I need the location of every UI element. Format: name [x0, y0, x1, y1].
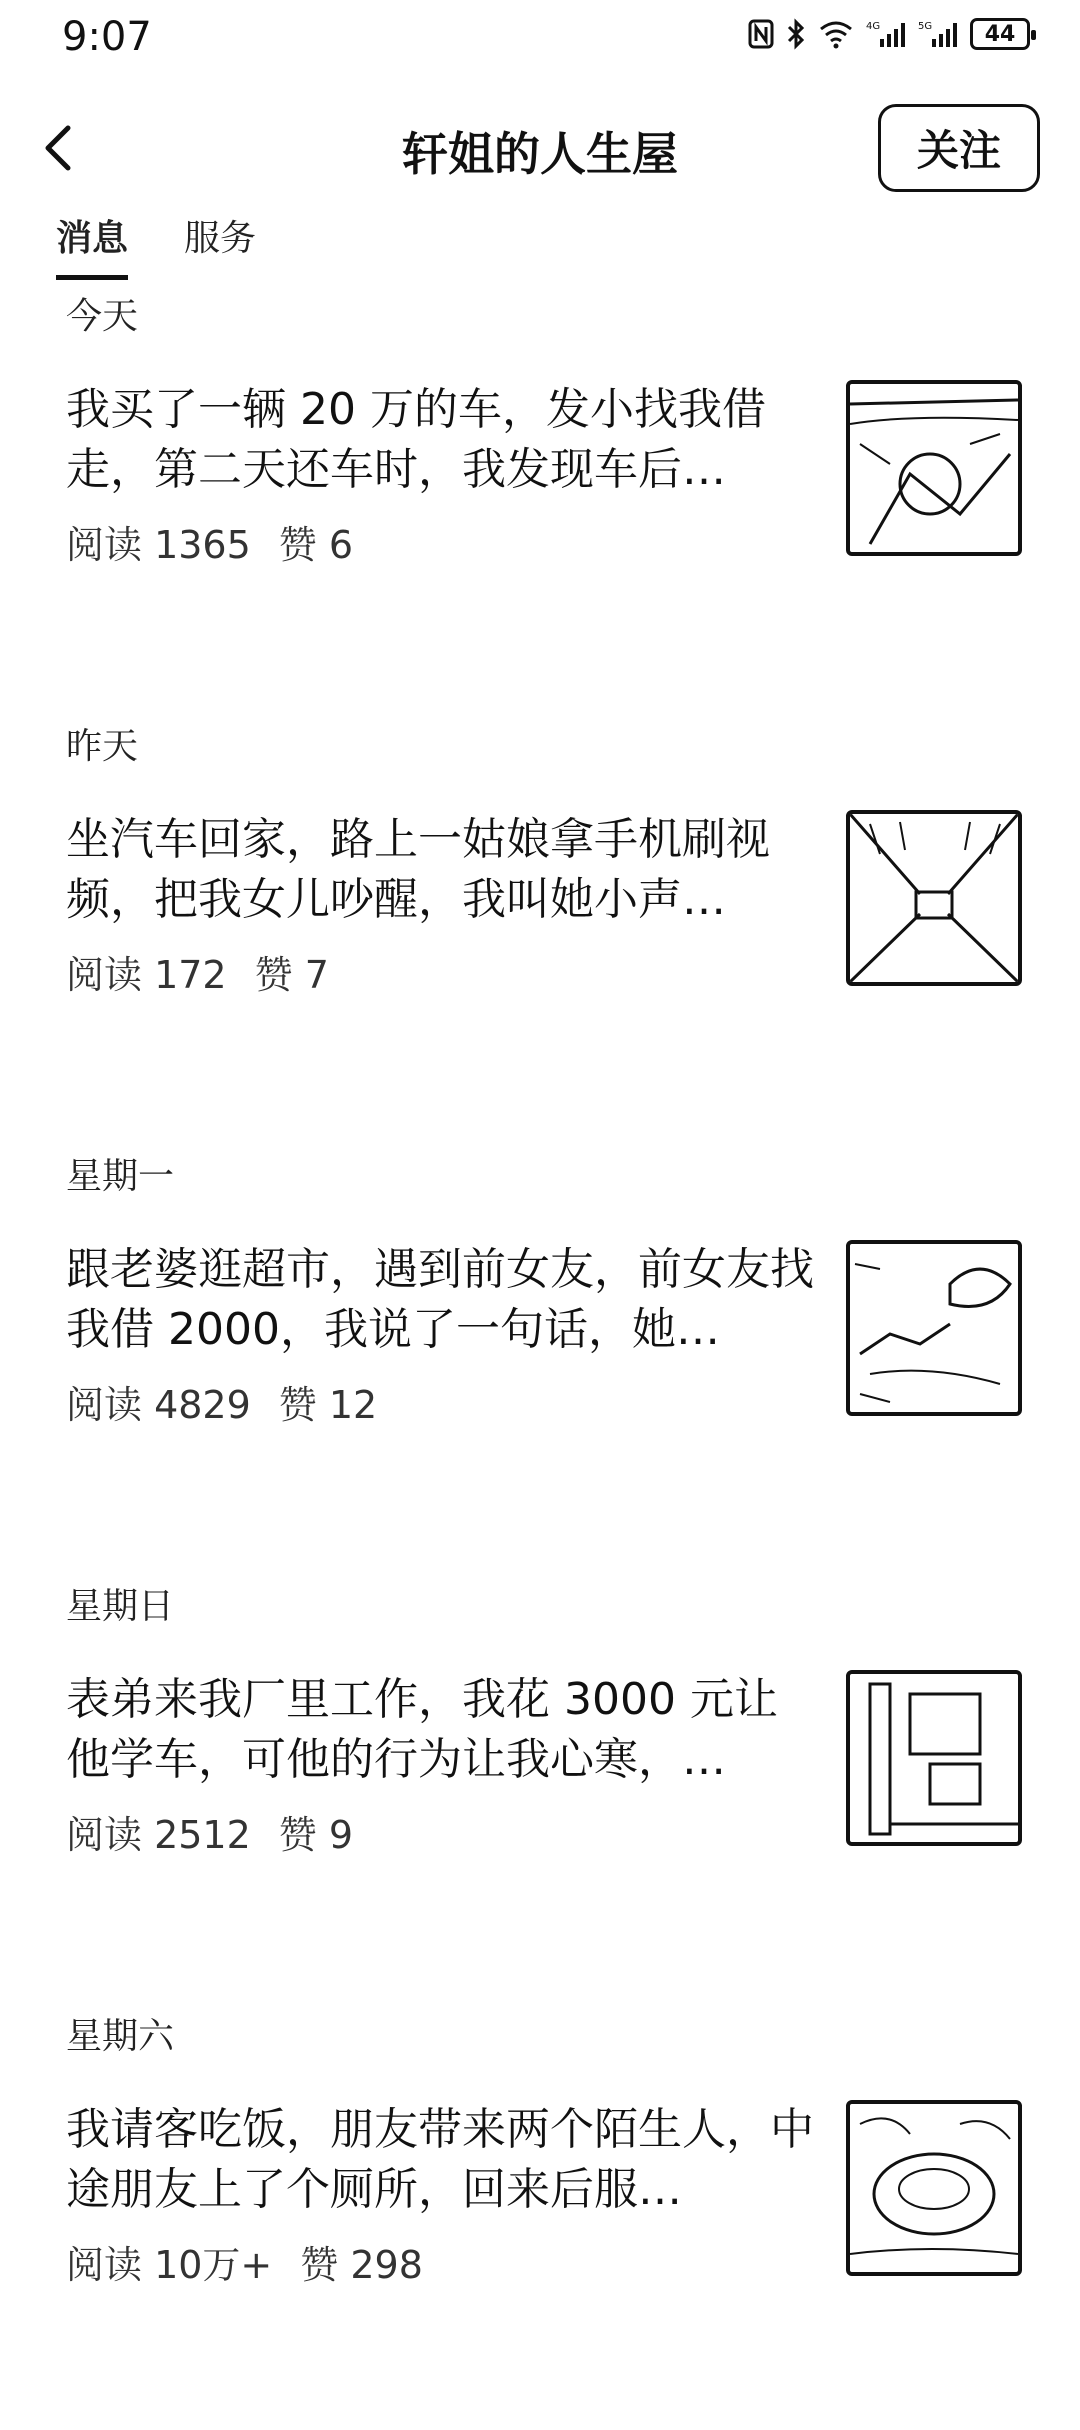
article-item[interactable] — [66, 1670, 1066, 1857]
page-title: 轩姐的人生屋 — [402, 127, 678, 181]
article-meta — [66, 944, 816, 999]
battery-icon: 44 — [970, 18, 1030, 50]
read-count: 阅读 4829 — [66, 1383, 251, 1427]
tab-services[interactable]: 服务 — [184, 218, 257, 259]
feed-section — [0, 1570, 1080, 2000]
feed-section — [0, 1140, 1080, 1570]
article-thumbnail — [846, 2100, 1022, 2276]
day-label: 星期日 — [66, 1586, 175, 1627]
article-title: 坐汽车回家，路上一姑娘拿手机刷视频，把我女儿吵醒，我叫她小声… — [66, 814, 770, 925]
read-count: 阅读 1365 — [66, 523, 251, 567]
article-thumbnail — [846, 810, 1022, 986]
article-meta — [66, 514, 816, 569]
article-thumbnail — [846, 380, 1022, 556]
article-text — [66, 380, 816, 569]
article-meta — [66, 1374, 816, 1429]
article-text — [66, 810, 816, 999]
feed-section — [0, 2000, 1080, 2430]
status-time: 9:07 — [62, 14, 152, 60]
feed-section — [0, 710, 1080, 1140]
status-bar — [0, 0, 1080, 82]
article-thumbnail — [846, 1240, 1022, 1416]
article-meta — [66, 2234, 816, 2289]
tab-bar — [56, 210, 256, 280]
bluetooth-icon — [786, 18, 806, 50]
day-label: 星期一 — [66, 1156, 175, 1197]
like-count: 赞 7 — [254, 953, 329, 997]
article-meta — [66, 1804, 816, 1859]
read-count: 阅读 172 — [66, 953, 227, 997]
article-text — [66, 2100, 816, 2289]
svg-text:5G: 5G — [918, 21, 933, 32]
follow-button[interactable]: 关注 — [878, 104, 1040, 192]
day-label: 今天 — [66, 296, 139, 337]
like-count: 赞 12 — [278, 1383, 378, 1427]
day-label: 星期六 — [66, 2016, 175, 2057]
article-text — [66, 1240, 816, 1429]
signal-5g-icon — [918, 19, 958, 49]
article-title: 我买了一辆 20 万的车，发小找我借走，第二天还车时，我发现车后… — [66, 384, 766, 495]
nfc-icon — [748, 19, 774, 49]
app-header — [0, 96, 1080, 206]
svg-text:4G: 4G — [866, 21, 881, 32]
like-count: 赞 9 — [278, 1813, 354, 1857]
signal-4g-icon — [866, 19, 906, 49]
wifi-icon — [818, 19, 854, 49]
message-feed — [0, 280, 1080, 2430]
article-item[interactable] — [66, 2100, 1066, 2287]
article-title: 表弟来我厂里工作，我花 3000 元让他学车，可他的行为让我心寒，… — [66, 1674, 778, 1785]
read-count: 阅读 2512 — [66, 1813, 251, 1857]
article-text — [66, 1670, 816, 1859]
like-count: 赞 6 — [278, 523, 354, 567]
article-item[interactable] — [66, 380, 1066, 567]
tab-messages[interactable]: 消息 — [56, 210, 128, 280]
like-count: 赞 298 — [300, 2243, 423, 2287]
article-title: 跟老婆逛超市，遇到前女友，前女友找我借 2000，我说了一句话，她… — [66, 1244, 814, 1355]
article-thumbnail — [846, 1670, 1022, 1846]
day-label: 昨天 — [66, 726, 139, 767]
status-icons — [748, 18, 1030, 50]
read-count: 阅读 10万+ — [66, 2243, 273, 2287]
feed-section — [0, 280, 1080, 710]
article-item[interactable] — [66, 810, 1066, 997]
article-title: 我请客吃饭，朋友带来两个陌生人，中途朋友上了个厕所，回来后服… — [66, 2104, 814, 2215]
article-item[interactable] — [66, 1240, 1066, 1427]
